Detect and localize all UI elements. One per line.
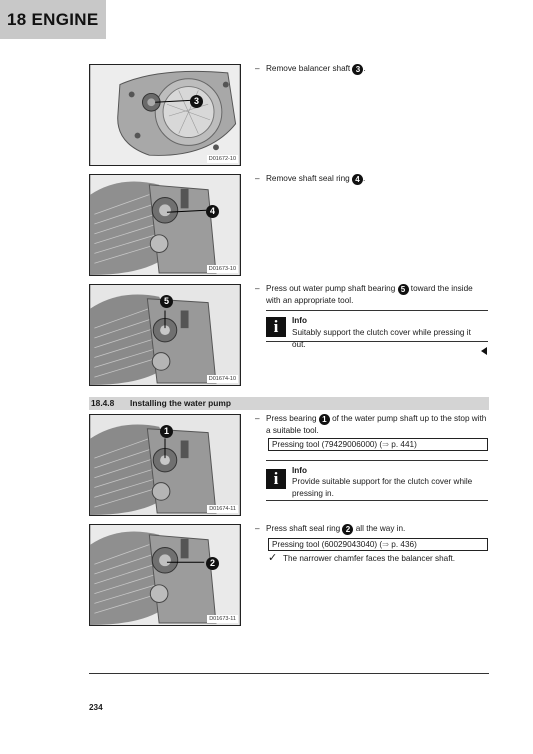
step-dash: –	[255, 524, 260, 533]
callout-5: 5	[160, 295, 173, 308]
info-icon: i	[266, 469, 286, 489]
tool-page-ref: p. 436)	[389, 540, 417, 549]
photo-code: D01674-10	[208, 376, 236, 382]
section-title: Installing the water pump	[130, 398, 231, 408]
info-box	[266, 310, 488, 349]
callout-2-inline: 2	[342, 524, 353, 535]
checkmark-icon: ✓	[268, 552, 278, 564]
info-text: Provide suitable support for the clutch cover while pressing in.	[292, 477, 473, 498]
step-text: Remove shaft seal ring 4 .	[266, 174, 366, 184]
step-press-bearing	[255, 413, 488, 437]
photo-shaft-seal	[89, 174, 241, 276]
step-dash: –	[255, 64, 260, 73]
tool-reference-pressing-tool	[268, 538, 488, 551]
callout-2: 2	[206, 557, 219, 570]
step-dash: –	[255, 414, 260, 423]
info-box	[266, 460, 488, 501]
step-press-out-bearing	[255, 283, 488, 307]
photo-code: D01674-11	[209, 506, 236, 512]
callout-3: 3	[190, 95, 203, 108]
info-icon: i	[266, 317, 286, 337]
step-text: Remove balancer shaft 3 .	[266, 64, 366, 74]
photo-press-out-bearing	[89, 284, 241, 386]
step-press-shaft-seal-ring	[255, 523, 488, 535]
info-text: Suitably support the clutch cover while pressing it out.	[292, 328, 471, 349]
callout-1: 1	[160, 425, 173, 438]
check-text: The narrower chamfer faces the balancer shaft.	[283, 554, 456, 563]
callout-3-inline: 3	[352, 64, 363, 75]
photo-press-bearing-in	[89, 414, 241, 516]
tool-name: Pressing tool (79429006000) (	[272, 440, 383, 449]
page-reference-icon: ⇒	[382, 440, 390, 449]
section-heading	[89, 397, 489, 410]
chapter-header-tab: 18 ENGINE	[0, 0, 106, 39]
callout-1-inline: 1	[319, 414, 330, 425]
clutch-cover-image	[90, 525, 240, 625]
tool-name: Pressing tool (60029043040) (	[272, 540, 383, 549]
photo-code: D01673-11	[209, 616, 236, 622]
step-dash: –	[255, 284, 260, 293]
step-remove-balancer-shaft	[255, 63, 488, 75]
step-dash: –	[255, 174, 260, 183]
step-text: Press out water pump shaft bearing 5 toward the inside with an appropriate tool.	[266, 284, 473, 305]
step-text: Press bearing 1 of the water pump shaft up to the stop with a suitable tool.	[266, 414, 487, 435]
photo-press-seal-in	[89, 524, 241, 626]
footer-divider	[89, 673, 489, 674]
clutch-cover-image	[90, 175, 240, 275]
section-number: 18.4.8	[91, 398, 115, 408]
callout-4: 4	[206, 205, 219, 218]
callout-5-inline: 5	[398, 284, 409, 295]
tool-page-ref: p. 441)	[389, 440, 417, 449]
engine-case-image	[90, 65, 240, 165]
page-reference-icon: ⇒	[382, 540, 390, 549]
tool-reference-pressing-tool	[268, 438, 488, 451]
photo-balancer-shaft	[89, 64, 241, 166]
photo-code: D01672-10	[208, 156, 236, 162]
info-title: Info	[292, 466, 308, 475]
end-of-section-marker-icon	[481, 347, 487, 355]
photo-code: D01673-10	[208, 266, 236, 272]
info-title: Info	[292, 316, 308, 325]
callout-4-inline: 4	[352, 174, 363, 185]
page-number: 234	[89, 703, 103, 712]
step-remove-shaft-seal-ring	[255, 173, 488, 185]
step-text: Press shaft seal ring 2 all the way in.	[266, 524, 406, 534]
